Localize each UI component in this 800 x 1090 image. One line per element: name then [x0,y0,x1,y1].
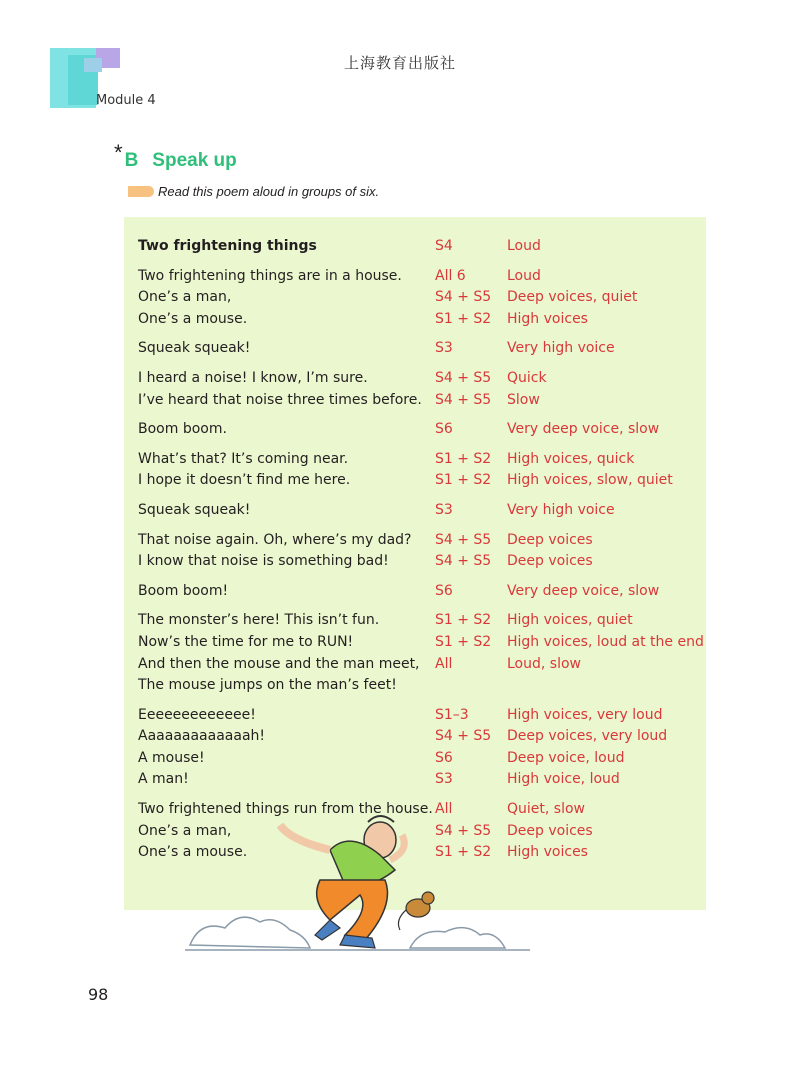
voice-direction: Very deep voice, slow [507,421,660,438]
speaker-cue: S1–3 [435,706,469,723]
voice-direction: Deep voices [507,531,593,548]
poem-line-row [138,581,718,603]
poem-line-row [138,500,718,522]
speaker-cue: S4 [435,238,453,254]
voice-direction: Deep voices, quiet [507,289,638,306]
poem-line: Squeak squeak! [138,340,251,357]
publisher-header: 上海教育出版社 [343,54,456,72]
speaker-cue: S1 + S2 [435,612,492,629]
voice-direction: High voice, loud [507,771,620,788]
speaker-cue: S1 + S2 [435,472,492,489]
voice-direction: Deep voices [507,553,593,570]
voice-direction: Quick [507,369,547,386]
poem-line-row [138,266,718,288]
poem-line: The mouse jumps on the man’s feet! [138,677,397,694]
poem-line: I hope it doesn’t find me here. [138,472,351,489]
poem-line-row [138,675,718,697]
voice-direction: Very high voice [507,340,615,357]
poem-line: I know that noise is something bad! [138,553,389,570]
poem-line: One’s a mouse. [138,310,248,327]
speaker-cue: All [435,655,453,672]
speaker-cue: S4 + S5 [435,289,492,306]
speaker-cue: S4 + S5 [435,728,492,745]
voice-direction: Loud [507,238,541,254]
speaker-cue: S4 + S5 [435,553,492,570]
voice-direction: Deep voices [507,822,593,839]
poem-line: That noise again. Oh, where’s my dad? [138,531,412,548]
speaker-cue: S3 [435,340,453,357]
optional-star: * [114,140,123,165]
poem-title: Two frightening things [138,238,317,254]
poem-line: Aaaaaaaaaaaaah! [138,728,266,745]
speaker-cue: All 6 [435,267,466,284]
speaker-cue: S4 + S5 [435,391,492,408]
speaker-cue: All [435,801,453,818]
poem-line: Boom boom. [138,421,227,438]
module-label: Module 4 [96,93,156,108]
speaker-cue: S4 + S5 [435,369,492,386]
section-title: Speak up [152,150,237,171]
speaker-cue: S1 + S2 [435,450,492,467]
poem-line-row [138,530,718,552]
speaker-cue: S1 + S2 [435,844,492,861]
poem-line: Boom boom! [138,582,229,599]
page-number: 98 [88,985,109,1004]
poem-line: I heard a noise! I know, I’m sure. [138,369,368,386]
poem-line-row [138,309,718,331]
poem-line-row [138,705,718,727]
poem-line: Two frightening things are in a house. [138,267,402,284]
voice-direction: High voices [507,844,588,861]
voice-direction: Loud [507,267,541,284]
poem-line: And then the mouse and the man meet, [138,655,420,672]
voice-direction: High voices, slow, quiet [507,472,673,489]
poem-line-row [138,287,718,309]
speaker-cue: S6 [435,749,453,766]
poem [138,236,718,864]
voice-direction: Deep voice, loud [507,749,625,766]
poem-line-row [138,610,718,632]
poem-line-row [138,390,718,412]
poem-line: One’s a man, [138,289,232,306]
voice-direction: Deep voices, very loud [507,728,668,745]
poem-line-row [138,748,718,770]
poem-line: What’s that? It’s coming near. [138,450,349,467]
instruction-text: Read this poem aloud in groups of six. [158,184,380,199]
poem-line-row [138,821,718,843]
poem-line: Squeak squeak! [138,501,251,518]
poem-line-row [138,842,718,864]
mouse-icon [398,892,434,930]
poem-line-row [138,338,718,360]
poem-line: Two frightened things run from the house. [138,801,433,818]
poem-line-row [138,419,718,441]
poem-line: One’s a mouse. [138,844,248,861]
poem-line: Eeeeeeeeeeeee! [138,706,256,723]
poem-line-row [138,769,718,791]
poem-line-row [138,551,718,573]
voice-direction: High voices, loud at the end [507,633,704,650]
poem-line-row [138,470,718,492]
poem-line: The monster’s here! This isn’t fun. [138,612,380,629]
voice-direction: Very deep voice, slow [507,582,660,599]
section-letter: B [124,150,139,171]
poem-line-row [138,799,718,821]
poem-title-row [138,236,718,258]
voice-direction: High voices, very loud [507,706,663,723]
voice-direction: High voices, quiet [507,612,633,629]
poem-line-row [138,726,718,748]
speaker-cue: S1 + S2 [435,633,492,650]
speaker-cue: S4 + S5 [435,531,492,548]
voice-direction: Loud, slow [507,655,581,672]
speaker-cue: S6 [435,582,453,599]
poem-line-row [138,654,718,676]
section-heading [114,140,237,172]
voice-direction: Quiet, slow [507,801,585,818]
instruction-marker-icon [128,186,154,197]
voice-direction: Very high voice [507,501,615,518]
poem-line: One’s a man, [138,822,232,839]
voice-direction: High voices [507,310,588,327]
speaker-cue: S3 [435,501,453,518]
poem-line: A man! [138,771,189,788]
poem-line-row [138,368,718,390]
speaker-cue: S4 + S5 [435,822,492,839]
voice-direction: Slow [507,391,540,408]
poem-line: A mouse! [138,749,205,766]
poem-line-row [138,449,718,471]
speaker-cue: S1 + S2 [435,310,492,327]
instruction [128,184,379,199]
poem-line: Now’s the time for me to RUN! [138,633,354,650]
poem-line: I’ve heard that noise three times before. [138,391,422,408]
speaker-cue: S3 [435,771,453,788]
voice-direction: High voices, quick [507,450,635,467]
speaker-cue: S6 [435,421,453,438]
poem-line-row [138,632,718,654]
